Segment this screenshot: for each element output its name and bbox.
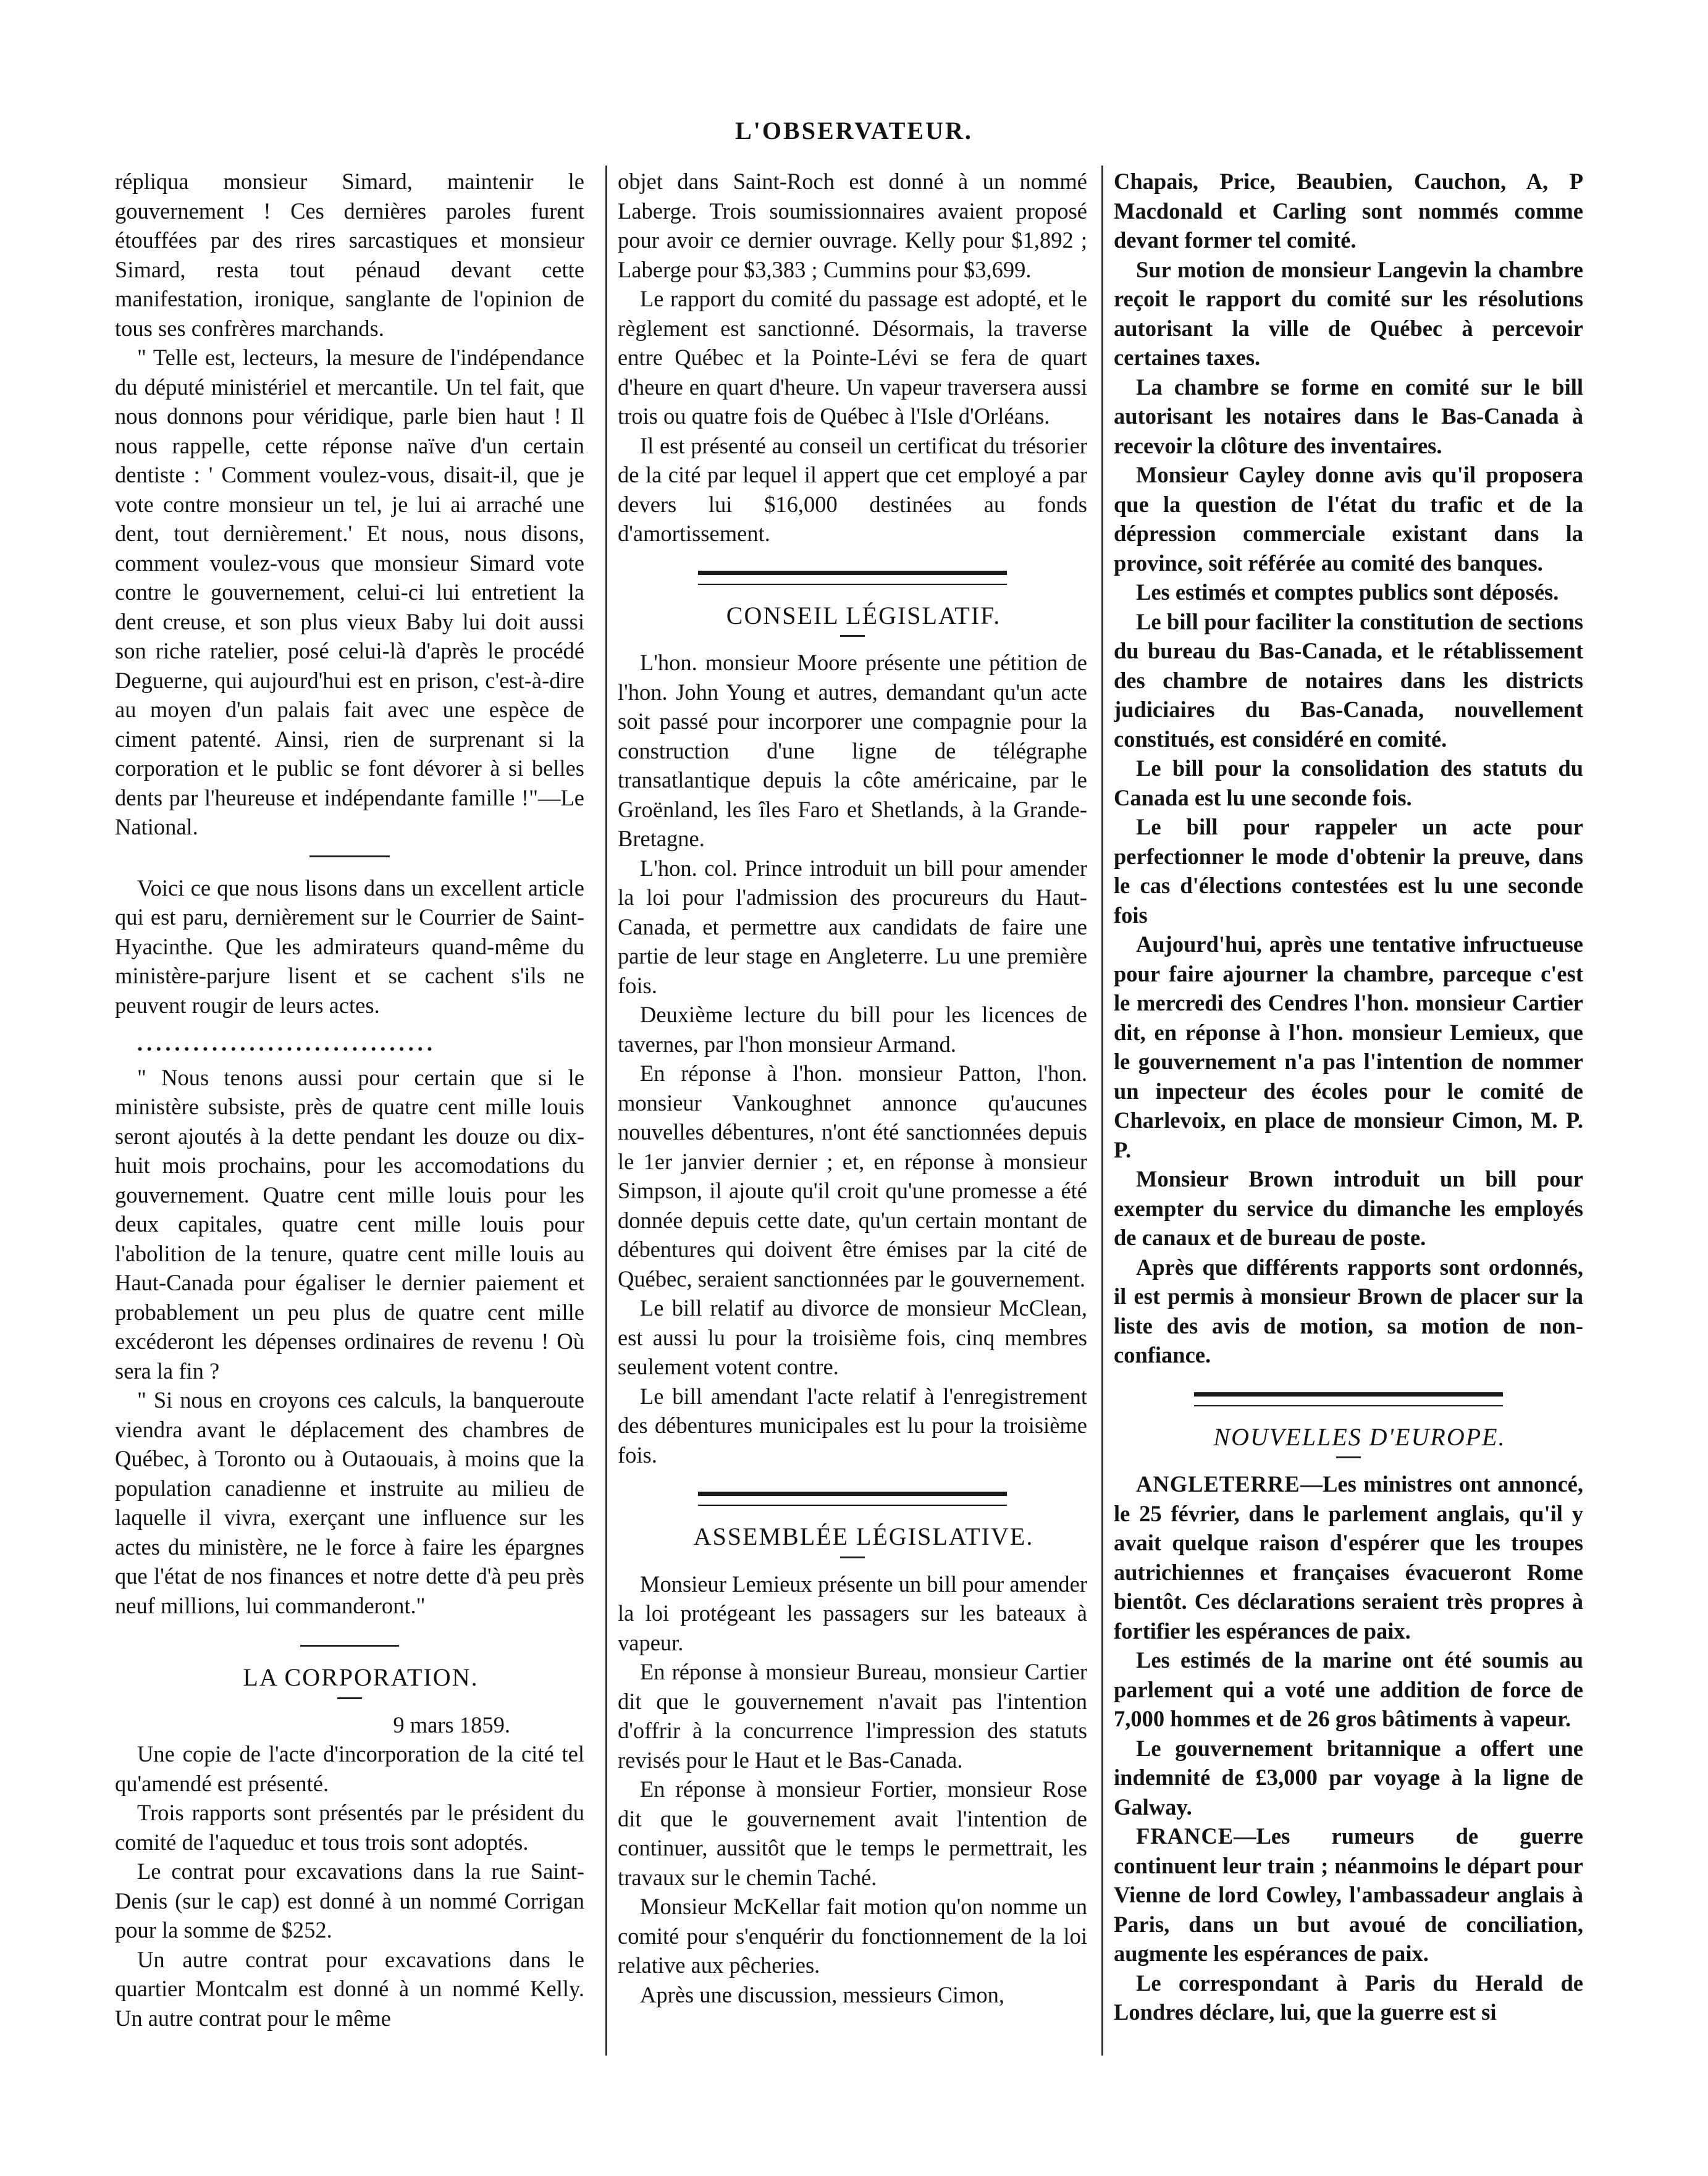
paragraph: En réponse à l'hon. monsieur Patton, l'hon. monsieur Vankoughnet annonce qu'aucunes nouvelles débentures, n'ont été sanctionnées depuis le 1er janvier dernier ; et, en réponse à monsieur Simpson, il ajoute qu'il croit qu'une promesse a été donnée depuis cette date, qu'un certain montant de débentures qui doivent être émises par la cité de Québec, seraient sanctionnées par le gouvernement. [618, 1061, 1087, 1292]
paragraph: Deuxième lecture du bill pour les licences de tavernes, par l'hon monsieur Armand. [618, 1002, 1087, 1057]
paragraph: Aujourd'hui, après une tentative infructueuse pour faire ajourner la chambre, parceque c'est le mercredi des Cendres l'hon. monsieur Cartier dit, en réponse à l'hon. monsieur Lemieux, que le gouvernement n'a pas l'intention de nommer un inpecteur des écoles pour le comité de Charlevoix, en place de monsieur Cimon, M. P. P. [1114, 931, 1583, 1162]
paragraph: Le correspondant à Paris du Herald de Londres déclare, lui, que la guerre est si [1114, 1970, 1583, 2025]
section-heading: ASSEMBLÉE LÉGISLATIVE. [693, 1523, 1034, 1550]
divider [309, 855, 390, 857]
paragraph: Les estimés et comptes publics sont déposés. [1136, 579, 1559, 605]
paragraph: L'hon. col. Prince introduit un bill pour amender la loi pour l'admission des procureurs du Haut-Canada, et permettre aux candidats de faire une partie de leur stage en Angleterre. Lu une première fois. [618, 855, 1087, 998]
paragraph: Après une discussion, messieurs Cimon, [640, 1981, 1005, 2007]
paragraph: " Telle est, lecteurs, la mesure de l'indépendance du député ministériel et mercantile. Un tel fait, que nous donnons pour véridique, parle bien haut ! Il nous rappelle, cette réponse naïve d'un certain dentiste : ' Comment voulez-vous, disait-il, que je vote contre monsieur un tel, je lui ai arraché une dent, tout dernièrement.' Et nous, nous disons, comment voulez-vous que monsieur Simard vote contre le gouvernement, celui-ci lui entretient la dent creuse, et son plus vieux Baby lui doit aussi son riche ratelier, posé celui-là d'après le procédé Deguerne, qui aujourd'hui est en prison, c'est-à-dire au moyen d'un palais fait avec une espèce de ciment patenté. Ainsi, rien de surprenant si la corporation et le public se font dévorer à si belles dents par l'heureuse et indépendante famille !"—Le National. [115, 345, 584, 839]
paragraph: répliqua monsieur Simard, maintenir le gouvernement ! Ces dernières paroles furent étouffées par des rires sarcastiques et monsieur Simard, resta tout pénaud devant cette manifestation, ironique, sanglante de l'opinion de tous ses confrères marchands. [115, 169, 584, 341]
paragraph: Le bill pour rappeler un acte pour perfectionner le mode d'obtenir la preuve, dans le cas d'élections contestées est lu une seconde fois [1114, 814, 1583, 928]
paragraph: Le bill pour faciliter la constitution de sections du bureau du Bas-Canada, et le rétablissement des chambre de notaires dans les districts judiciaires du Bas-Canada, nouvellement constitués, est considéré en comité. [1114, 608, 1583, 752]
ellipsis-divider: ................................ [137, 1030, 436, 1056]
paragraph: " Nous tenons aussi pour certain que si le ministère subsiste, près de quatre cent mille louis seront ajoutés à la dette pendant les douze ou dix-huit mois prochains, pour les accomodations du gouvernement. Quatre cent mille louis pour les deux capitales, quatre cent mille louis pour l'abolition de la tenure, quatre cent mille louis au Haut-Canada pour égaliser le dernier paiement et probablement un peu plus de quatre cent mille excéderont les dépenses ordinaires de revenu ! Où sera la fin ? [115, 1064, 584, 1384]
paragraph: Le bill pour la consolidation des statuts du Canada est lu une seconde fois. [1114, 755, 1583, 810]
double-rule [1194, 1392, 1503, 1406]
column-divider [605, 166, 607, 2056]
column-2 [618, 167, 1087, 2131]
paragraph [1114, 1821, 1583, 1968]
column-3 [1114, 167, 1583, 2131]
divider [300, 1645, 399, 1647]
divider [1336, 1456, 1361, 1458]
paragraph: Une copie de l'acte d'incorporation de la cité tel qu'amendé est présenté. [115, 1741, 584, 1796]
paragraph: Monsieur Cayley donne avis qu'il proposera que la question de l'état du trafic et de la dépression commerciale existant dans la province, soit référée au comité des banques. [1114, 462, 1583, 576]
paragraph [1114, 1469, 1583, 1645]
divider [840, 1556, 865, 1558]
paragraph: Voici ce que nous lisons dans un excellent article qui est paru, dernièrement sur le Courrier de Saint-Hyacinthe. Que les admirateurs quand-même du ministère-parjure lisent et se cachent s'ils ne peuvent rougir de leurs actes. [115, 875, 584, 1018]
paragraph: En réponse à monsieur Fortier, monsieur Rose dit que le gouvernement avait l'intention de continuer, aussitôt que le temps le permettrait, les travaux sur le chemin Taché. [618, 1776, 1087, 1890]
paragraph: " Si nous en croyons ces calculs, la banqueroute viendra avant le déplacement des chambres de Québec, à Toronto ou à Outaouais, à moins que la population canadienne et instruite au milieu de laquelle il vivra, exerçant une influence sur les actes du ministère, ne le force à faire les épargnes que l'état de nos finances et notre dette d'à peu près neuf millions, lui commanderont." [115, 1387, 584, 1618]
paragraph-text: —Les rumeurs de guerre continuent leur train ; néanmoins le départ pour Vienne de lord Cowley, l'ambassadeur anglais à Paris, dans un but avoué de conciliation, augmente les espérances de paix. [1114, 1823, 1583, 1966]
paragraph: Après que différents rapports sont ordonnés, il est permis à monsieur Brown de placer sur la liste des avis de motion, sa motion de non-confiance. [1114, 1254, 1583, 1367]
paragraph: Le rapport du comité du passage est adopté, et le règlement est sanctionné. Désormais, la traverse entre Québec et la Pointe-Lévi se fera de quart d'heure en quart d'heure. Un vapeur traversera aussi trois ou quatre fois de Québec à l'Isle d'Orléans. [618, 286, 1087, 429]
paragraph: Il est présenté au conseil un certificat du trésorier de la cité par lequel il appert que cet employé a par devers lui $16,000 destinées au fonds d'amortissement. [618, 432, 1087, 546]
paragraph: L'hon. monsieur Moore présente une pétition de l'hon. John Young et autres, demandant qu'un acte soit passé pour incorporer une compagnie pour la construction d'une ligne de télégraphe transatlantique depuis la côte américaine, par le Groënland, les îles Faro et Shetlands, à la Grande-Bretagne. [618, 650, 1087, 851]
paragraph: Le bill amendant l'acte relatif à l'enregistrement des débentures municipales est lu pour la troisième fois. [618, 1383, 1087, 1468]
paragraph: Le gouvernement britannique a offert une indemnité de £3,000 par voyage à la ligne de Galway. [1114, 1735, 1583, 1820]
paragraph: Un autre contrat pour excavations dans le quartier Montcalm est donné à un nommé Kelly. Un autre contrat pour le même [115, 1946, 584, 2031]
section-heading: CONSEIL LÉGISLATIF. [726, 601, 1001, 629]
country-label: ANGLETERRE [1136, 1471, 1300, 1497]
paragraph: Monsieur Lemieux présente un bill pour amender la loi protégeant les passagers sur les bateaux à vapeur. [618, 1571, 1087, 1655]
section-heading: LA CORPORATION. [243, 1663, 479, 1691]
paragraph: Monsieur Brown introduit un bill pour exempter du service du dimanche les employés de canaux et de bureau de poste. [1114, 1166, 1583, 1250]
paragraph: Le contrat pour excavations dans la rue Saint-Denis (sur le cap) est donné à un nommé Corrigan pour la somme de $252. [115, 1859, 584, 1943]
section-heading: NOUVELLES D'EUROPE. [1213, 1422, 1506, 1451]
paragraph: Sur motion de monsieur Langevin la chambre reçoit le rapport du comité sur les résolutions autorisant la ville de Québec à percevoir certaines taxes. [1114, 256, 1583, 370]
double-rule [698, 571, 1007, 585]
column-divider [1101, 166, 1103, 2056]
paragraph: Les estimés de la marine ont été soumis au parlement qui a voté une addition de force de 7,000 hommes et de 26 gros bâtiments à vapeur. [1114, 1647, 1583, 1731]
paragraph: Trois rapports sont présentés par le président du comité de l'aqueduc et tous trois sont adoptés. [115, 1800, 584, 1855]
paragraph: Chapais, Price, Beaubien, Cauchon, A, P Macdonald et Carling sont nommés comme devant former tel comité. [1114, 169, 1583, 253]
divider [337, 1697, 362, 1699]
double-rule [698, 1492, 1007, 1506]
column-1 [115, 167, 584, 2131]
divider [840, 635, 865, 637]
paragraph: La chambre se forme en comité sur le bill autorisant les notaires dans le Bas-Canada à recevoir la clôture des inventaires. [1114, 374, 1583, 458]
dateline: 9 mars 1859. [393, 1712, 510, 1737]
masthead: L'OBSERVATEUR. [735, 117, 973, 145]
country-label: FRANCE [1136, 1823, 1234, 1849]
paragraph: Monsieur McKellar fait motion qu'on nomme un comité pour s'enquérir du fonctionnement de la loi relative aux pêcheries. [618, 1894, 1087, 1978]
paragraph: objet dans Saint-Roch est donné à un nommé Laberge. Trois soumissionnaires avaient proposé pour avoir ce dernier ouvrage. Kelly pour $1,892 ; Laberge pour $3,383 ; Cummins pour $3,699. [618, 169, 1087, 282]
paragraph: En réponse à monsieur Bureau, monsieur Cartier dit que le gouvernement n'avait pas l'intention d'offrir à la concurrence l'impression des statuts revisés pour le Haut et le Bas-Canada. [618, 1659, 1087, 1773]
paragraph-text: —Les ministres ont annoncé, le 25 février, dans le parlement anglais, qu'il y avait quelque raison d'espérer que les troupes autrichiennes et françaises évacueront Rome bientôt. Ces déclarations seraient très propres à fortifier les espérances de paix. [1114, 1471, 1583, 1644]
paragraph: Le bill relatif au divorce de monsieur McClean, est aussi lu pour la troisième fois, cinq membres seulement votent contre. [618, 1295, 1087, 1379]
